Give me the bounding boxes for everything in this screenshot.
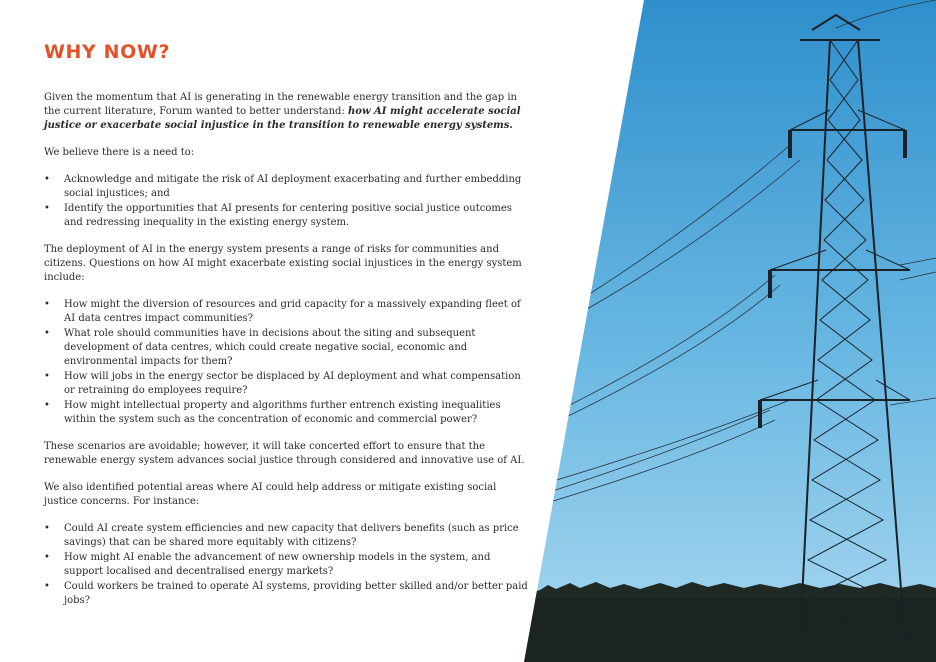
list-item: • How might AI enable the advancement of new ownership models in the system, and support localised and decentralised energy markets? (44, 551, 530, 579)
list-item: • Could AI create system efficiencies and new capacity that delivers benefits (such as price savings) that can be shared more equitably with citizens? (44, 522, 530, 550)
list-item: • How might intellectual property and algorithms further entrench existing inequalities within the system such as the concentration of economic and commercial power? (44, 399, 530, 427)
list-item: • Acknowledge and mitigate the risk of AI deployment exacerbating and further embedding social injustices; and (44, 173, 530, 201)
intro-emphasis: how AI might accelerate social justice or exacerbate social injustice in the transition to renewable energy systems. (44, 106, 521, 131)
sky (520, 0, 936, 662)
intro-text: Given the momentum that AI is generating in the renewable energy transition and the gap in the current literature, Forum wanted to better understand: (44, 92, 517, 117)
list-item: • How will jobs in the energy sector be displaced by AI deployment and what compensation or retraining do employees require? (44, 370, 530, 398)
opportunities-intro: We also identified potential areas where AI could help address or mitigate existing social justice concerns. For instance: (44, 482, 497, 507)
need-intro: We believe there is a need to: (44, 147, 195, 158)
avoidable-paragraph: These scenarios are avoidable; however, it will take concerted effort to ensure that the renewable energy system advances social justice through considered and innovative use of AI. (44, 441, 525, 466)
list-item: • Could workers be trained to operate AI systems, providing better skilled and/or better paid jobs? (44, 580, 530, 608)
page-title: WHY NOW? (44, 41, 171, 63)
list-item: • What role should communities have in decisions about the siting and subsequent development of data centres, which could create negative social, economic and environmental impacts for them? (44, 327, 530, 369)
list-item: • How might the diversion of resources and grid capacity for a massively expanding fleet of AI data centres impact communities? (44, 298, 530, 326)
list-item: • Identify the opportunities that AI presents for centering positive social justice outcomes and redressing inequality in the existing energy system. (44, 202, 530, 230)
risks-intro: The deployment of AI in the energy system presents a range of risks for communities and citizens. Questions on how AI might exacerbate existing social injustices in the energy system include: (44, 244, 522, 283)
